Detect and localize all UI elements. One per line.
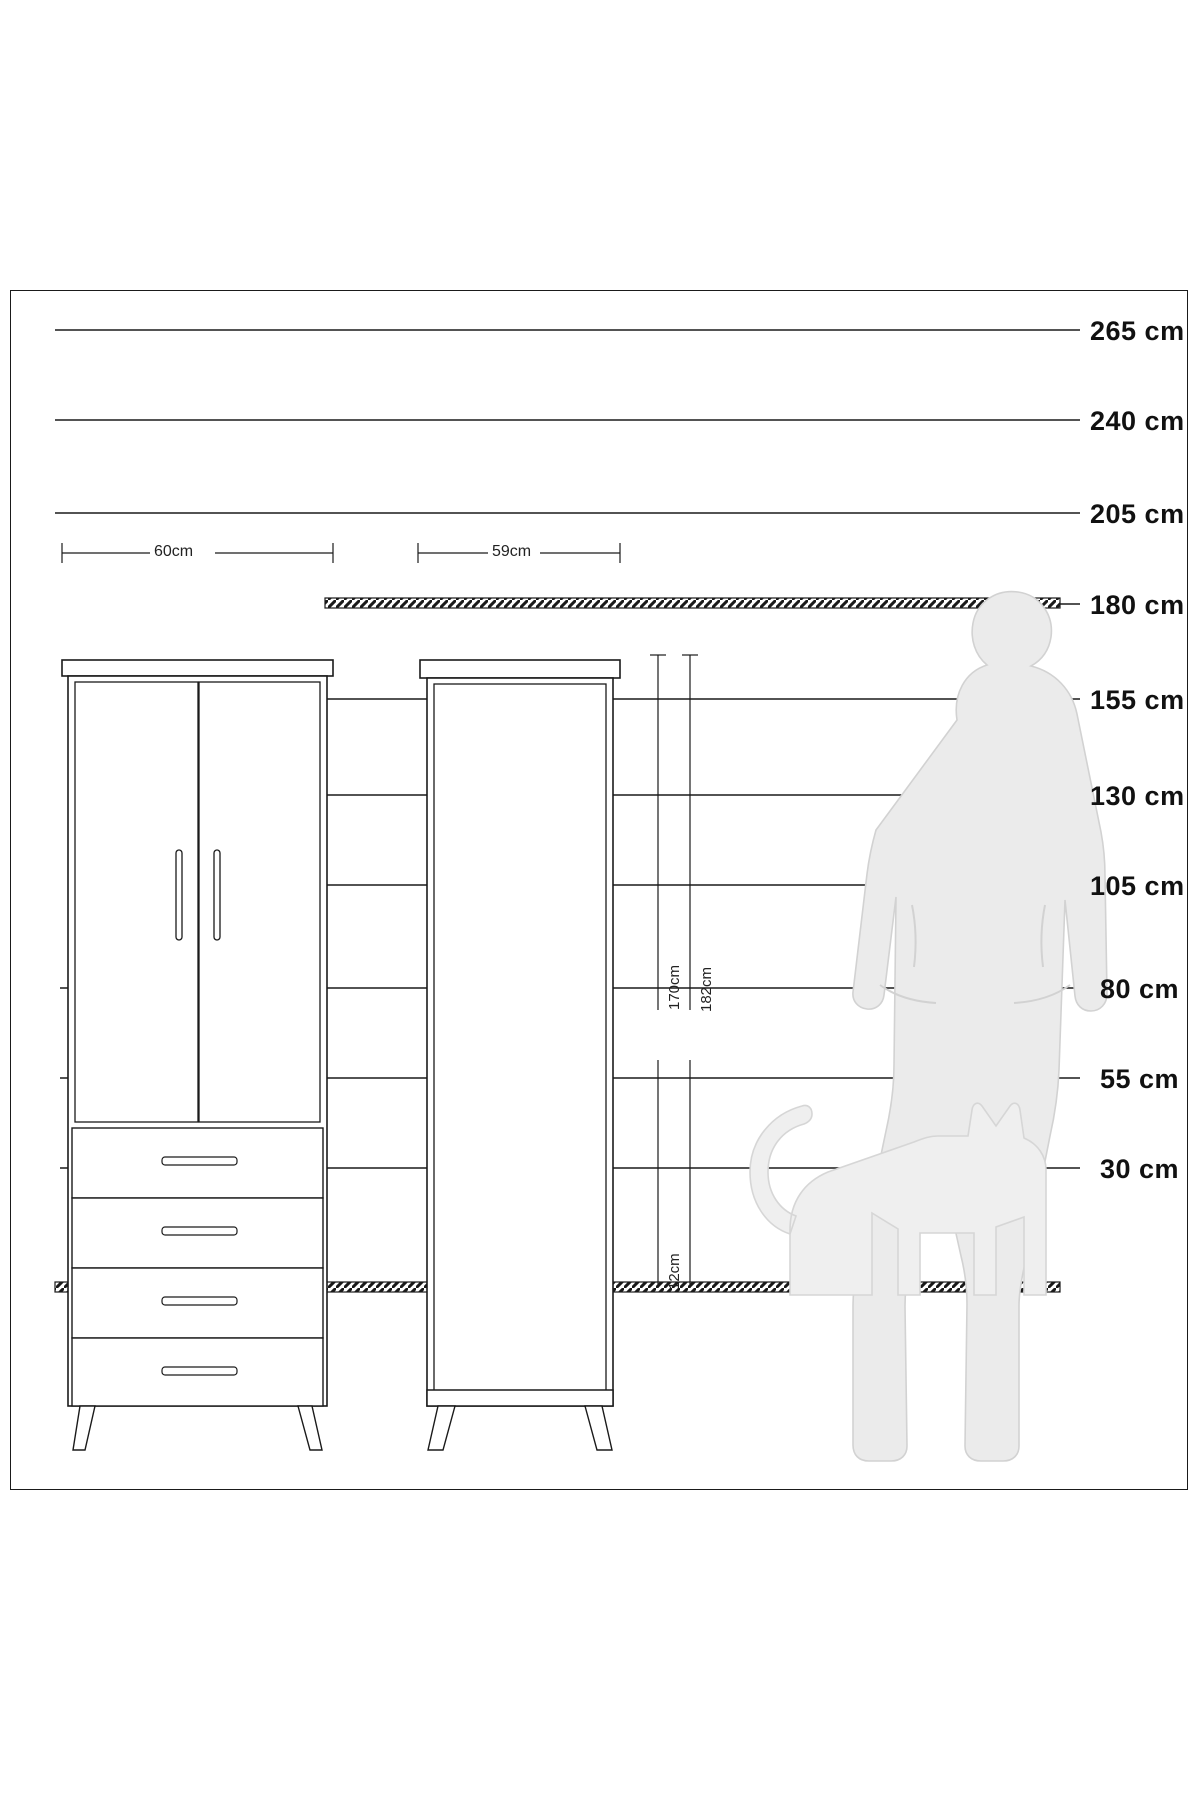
scale-label-205: 205 cm [1090,499,1185,529]
dimension-label-59cm: 59cm [492,543,532,560]
man-silhouette [853,592,1107,1461]
scale-label-265: 265 cm [1090,316,1185,346]
scale-label-55: 55 cm [1100,1064,1180,1094]
scale-label-155: 155 cm [1090,685,1185,715]
wardrobe-cabinet [62,660,333,1450]
line-180cm [325,598,1060,608]
scale-label-130: 130 cm [1090,781,1185,811]
dimension-label-12cm: 12cm [666,1253,683,1290]
scale-label-80: 80 cm [1100,974,1180,1004]
dimension-label-60cm: 60cm [154,543,194,560]
tall-bookcase [420,660,620,1450]
scale-label-180: 180 cm [1090,590,1185,620]
scale-label-30: 30 cm [1100,1154,1180,1184]
scale-label-240: 240 cm [1090,406,1185,436]
scale-label-105: 105 cm [1090,871,1185,901]
dimension-label-182cm: 182cm [698,966,715,1012]
dimension-label-170cm: 170cm [666,964,683,1010]
dimension-60cm [62,543,333,563]
